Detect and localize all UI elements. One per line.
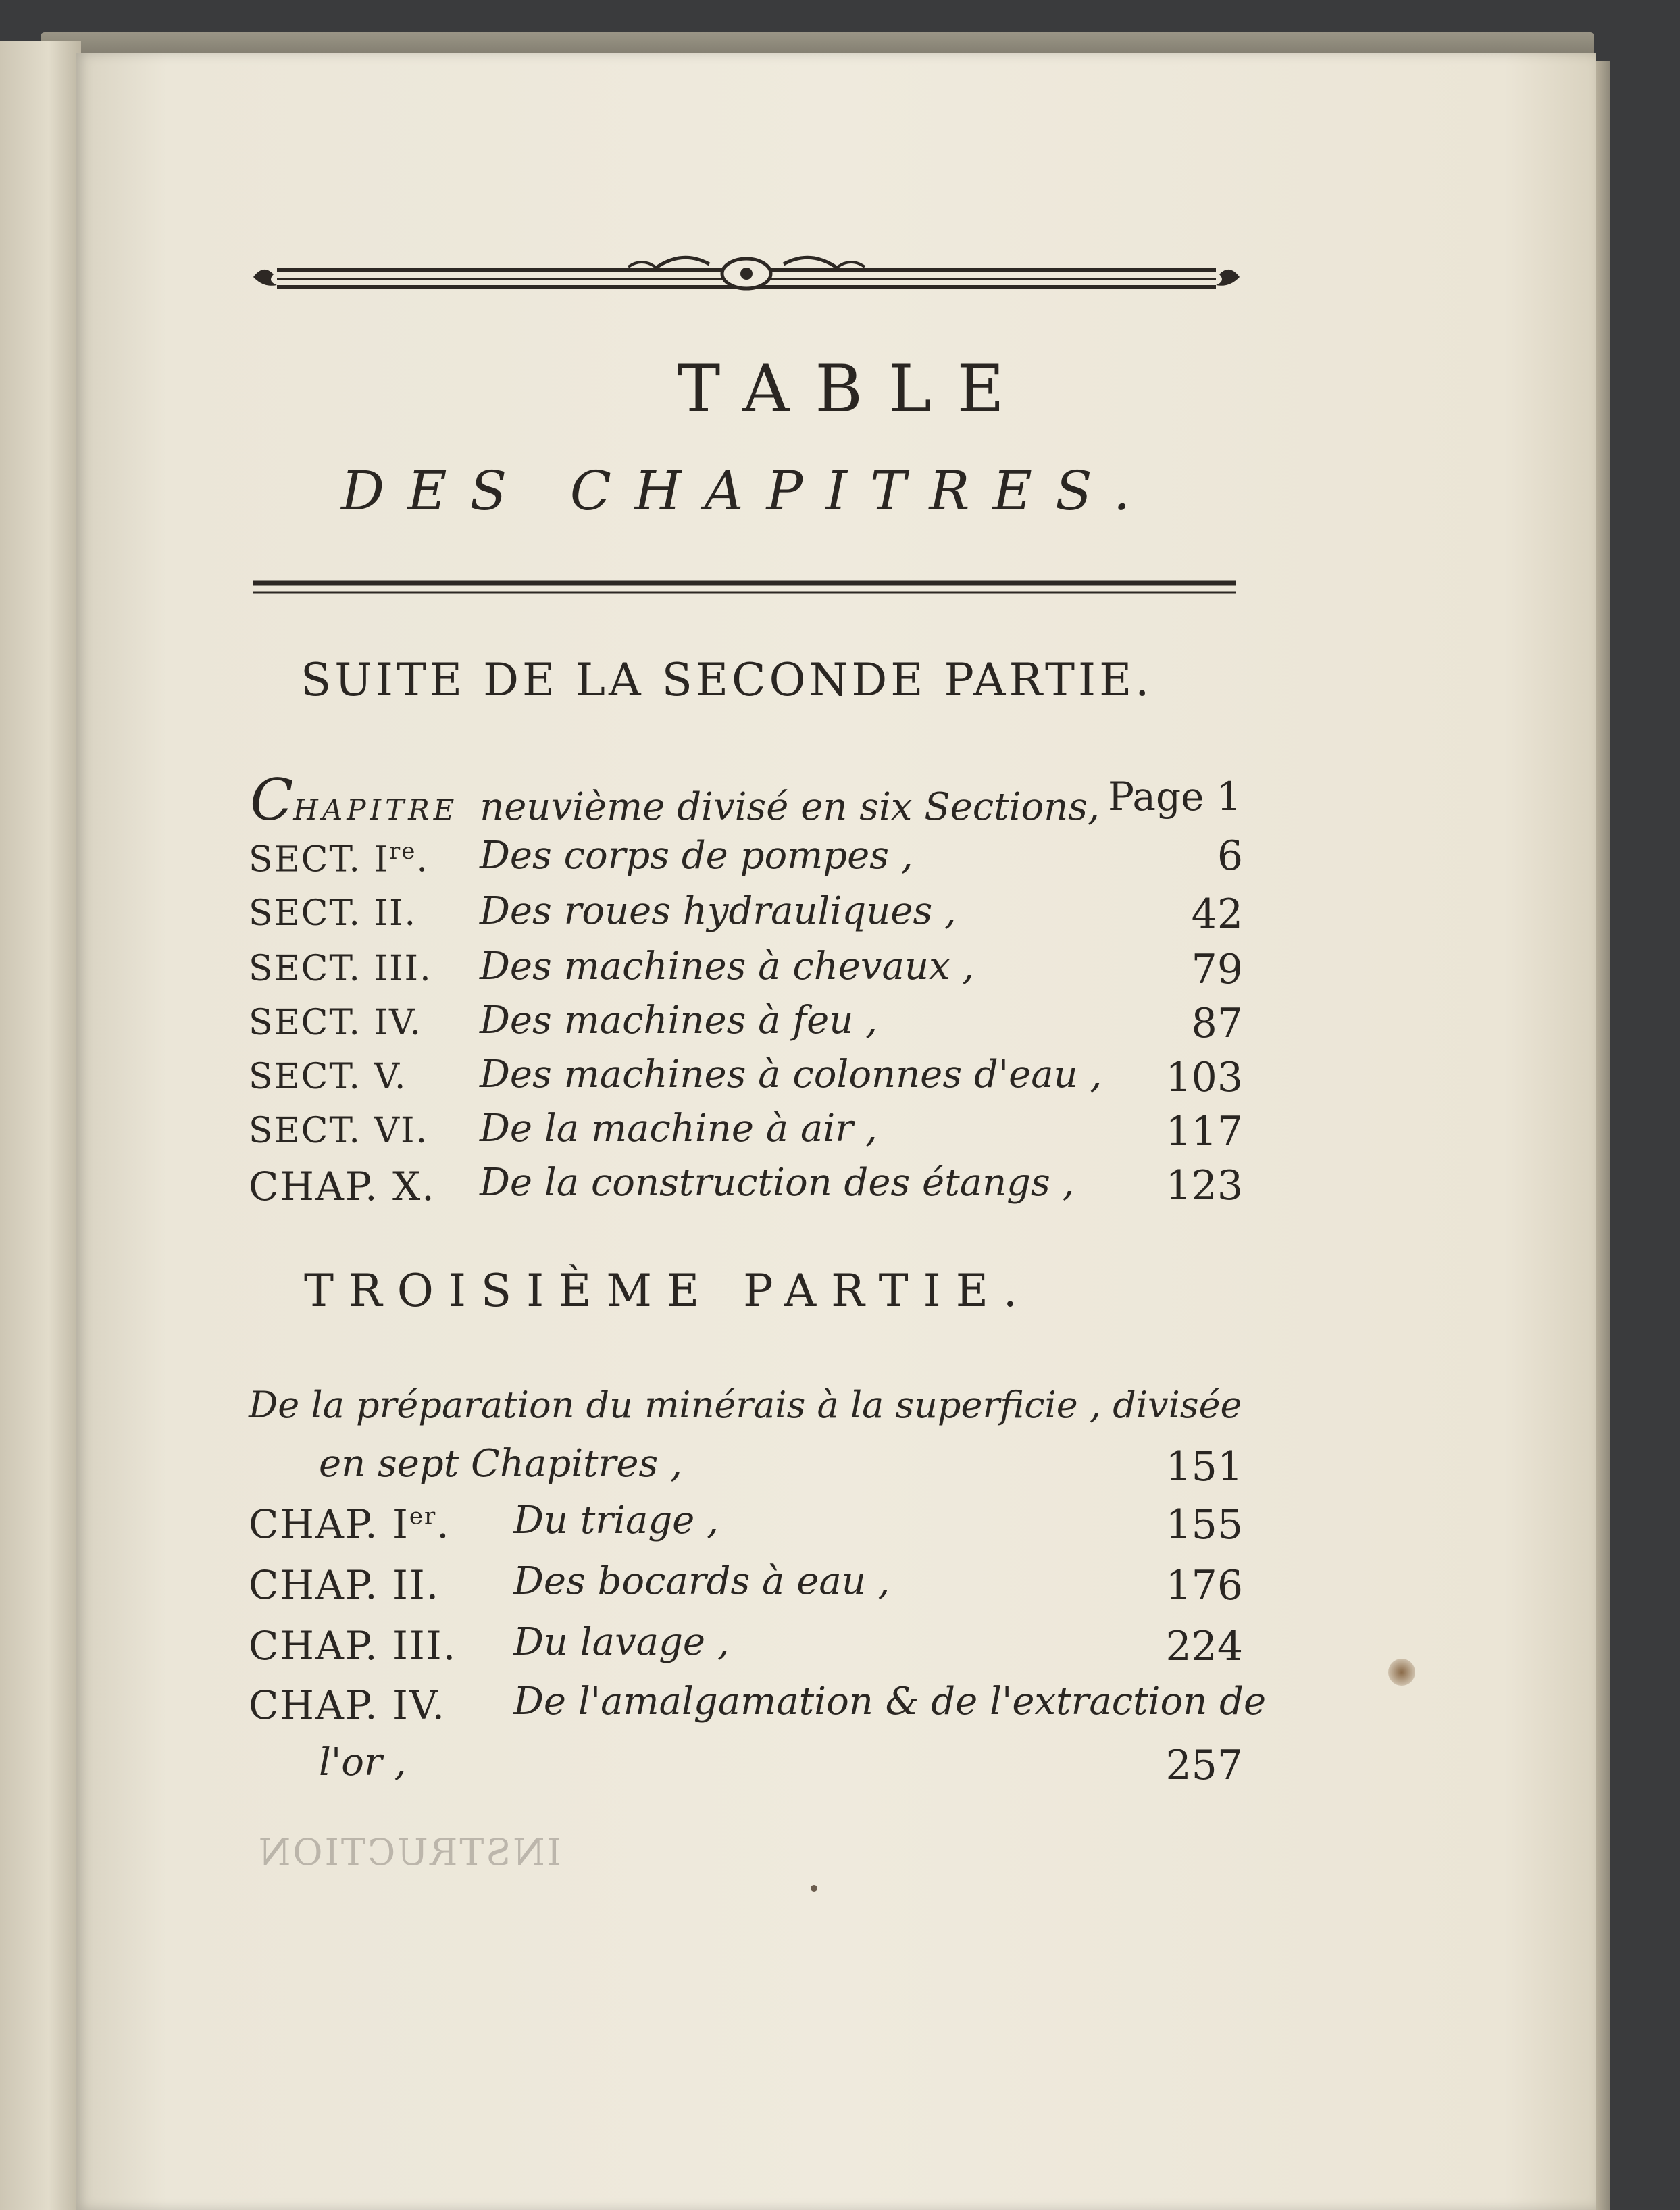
- part-heading-second: SUITE DE LA SECONDE PARTIE.: [301, 654, 1153, 706]
- toc-entry-page: 123: [1165, 1162, 1243, 1209]
- toc-entry-title: Des machines à feu ,: [480, 999, 877, 1043]
- double-rule: [253, 576, 1236, 603]
- toc-entry-title: Des roues hydrauliques ,: [480, 889, 957, 933]
- bleed-through-catchword: INSTRUCTION: [257, 1831, 561, 1874]
- ornamental-rule-top: [250, 253, 1243, 301]
- toc-entry-page: 79: [1191, 946, 1243, 993]
- page-number: 1: [1216, 774, 1242, 820]
- toc-entry-title-continued: l'or ,: [319, 1740, 407, 1784]
- toc-entry-label: CHAP. III.: [249, 1623, 457, 1669]
- toc-entry-label: CHAP. Ier.: [249, 1501, 451, 1547]
- toc-entry-page: 155: [1165, 1501, 1243, 1549]
- toc-entry-label: SECT. IV.: [249, 1003, 423, 1043]
- page-subtitle: DES CHAPITRES.: [341, 459, 1154, 522]
- toc-entry-label: CHAP. X.: [249, 1163, 436, 1209]
- toc-entry-title: Des machines à colonnes d'eau ,: [480, 1053, 1102, 1097]
- toc-entry-label: CHAP. II.: [249, 1562, 440, 1608]
- page-label: Page: [1108, 774, 1204, 820]
- toc-entry-page: 87: [1191, 1000, 1243, 1047]
- toc-entry-label: SECT. Ire.: [249, 838, 429, 880]
- toc-entry-title: Des bocards à eau ,: [513, 1559, 890, 1603]
- toc-entry-label: CHAP. IV.: [249, 1682, 447, 1728]
- toc-entry-title: neuvième divisé en six Sections,: [480, 785, 1100, 829]
- toc-entry-title: Des machines à chevaux ,: [480, 945, 975, 988]
- toc-entry-page: 117: [1165, 1108, 1243, 1155]
- toc-entry-page: 103: [1165, 1054, 1243, 1101]
- page-title: TABLE: [677, 351, 1030, 427]
- toc-entry-label: SECT. V.: [249, 1057, 407, 1097]
- toc-entry-page: [1108, 774, 1242, 820]
- toc-entry-title: Du triage ,: [513, 1499, 719, 1542]
- toc-entry-title: De la machine à air ,: [480, 1107, 877, 1151]
- toc-entry-page: 6: [1217, 832, 1243, 880]
- toc-entry-title: en sept Chapitres ,: [319, 1442, 682, 1486]
- toc-entry-chapter-9: [250, 767, 1100, 833]
- toc-entry-title: De la préparation du minérais à la superficie , divisée: [249, 1384, 1242, 1426]
- drop-letter: C: [250, 767, 294, 833]
- toc-entry-page: 151: [1165, 1443, 1243, 1490]
- toc-entry-title: Du lavage ,: [513, 1620, 730, 1664]
- toc-entry-label: SECT. III.: [249, 949, 432, 989]
- toc-entry-title: De la construction des étangs ,: [480, 1161, 1075, 1205]
- toc-entry-title: Des corps de pompes ,: [480, 834, 913, 878]
- toc-entry-page: 176: [1165, 1562, 1243, 1609]
- toc-entry-page: 224: [1165, 1623, 1243, 1670]
- toc-entry-page: 42: [1191, 890, 1243, 938]
- part-heading-third: TROISIÈME PARTIE.: [304, 1265, 1032, 1317]
- toc-entry-page: 257: [1165, 1742, 1243, 1789]
- toc-entry-label: SECT. VI.: [249, 1111, 429, 1151]
- toc-entry-label: SECT. II.: [249, 893, 417, 934]
- toc-entry-title: De l'amalgamation & de l'extraction de: [513, 1680, 1267, 1724]
- toc-entry-label: HAPITRE: [293, 793, 459, 826]
